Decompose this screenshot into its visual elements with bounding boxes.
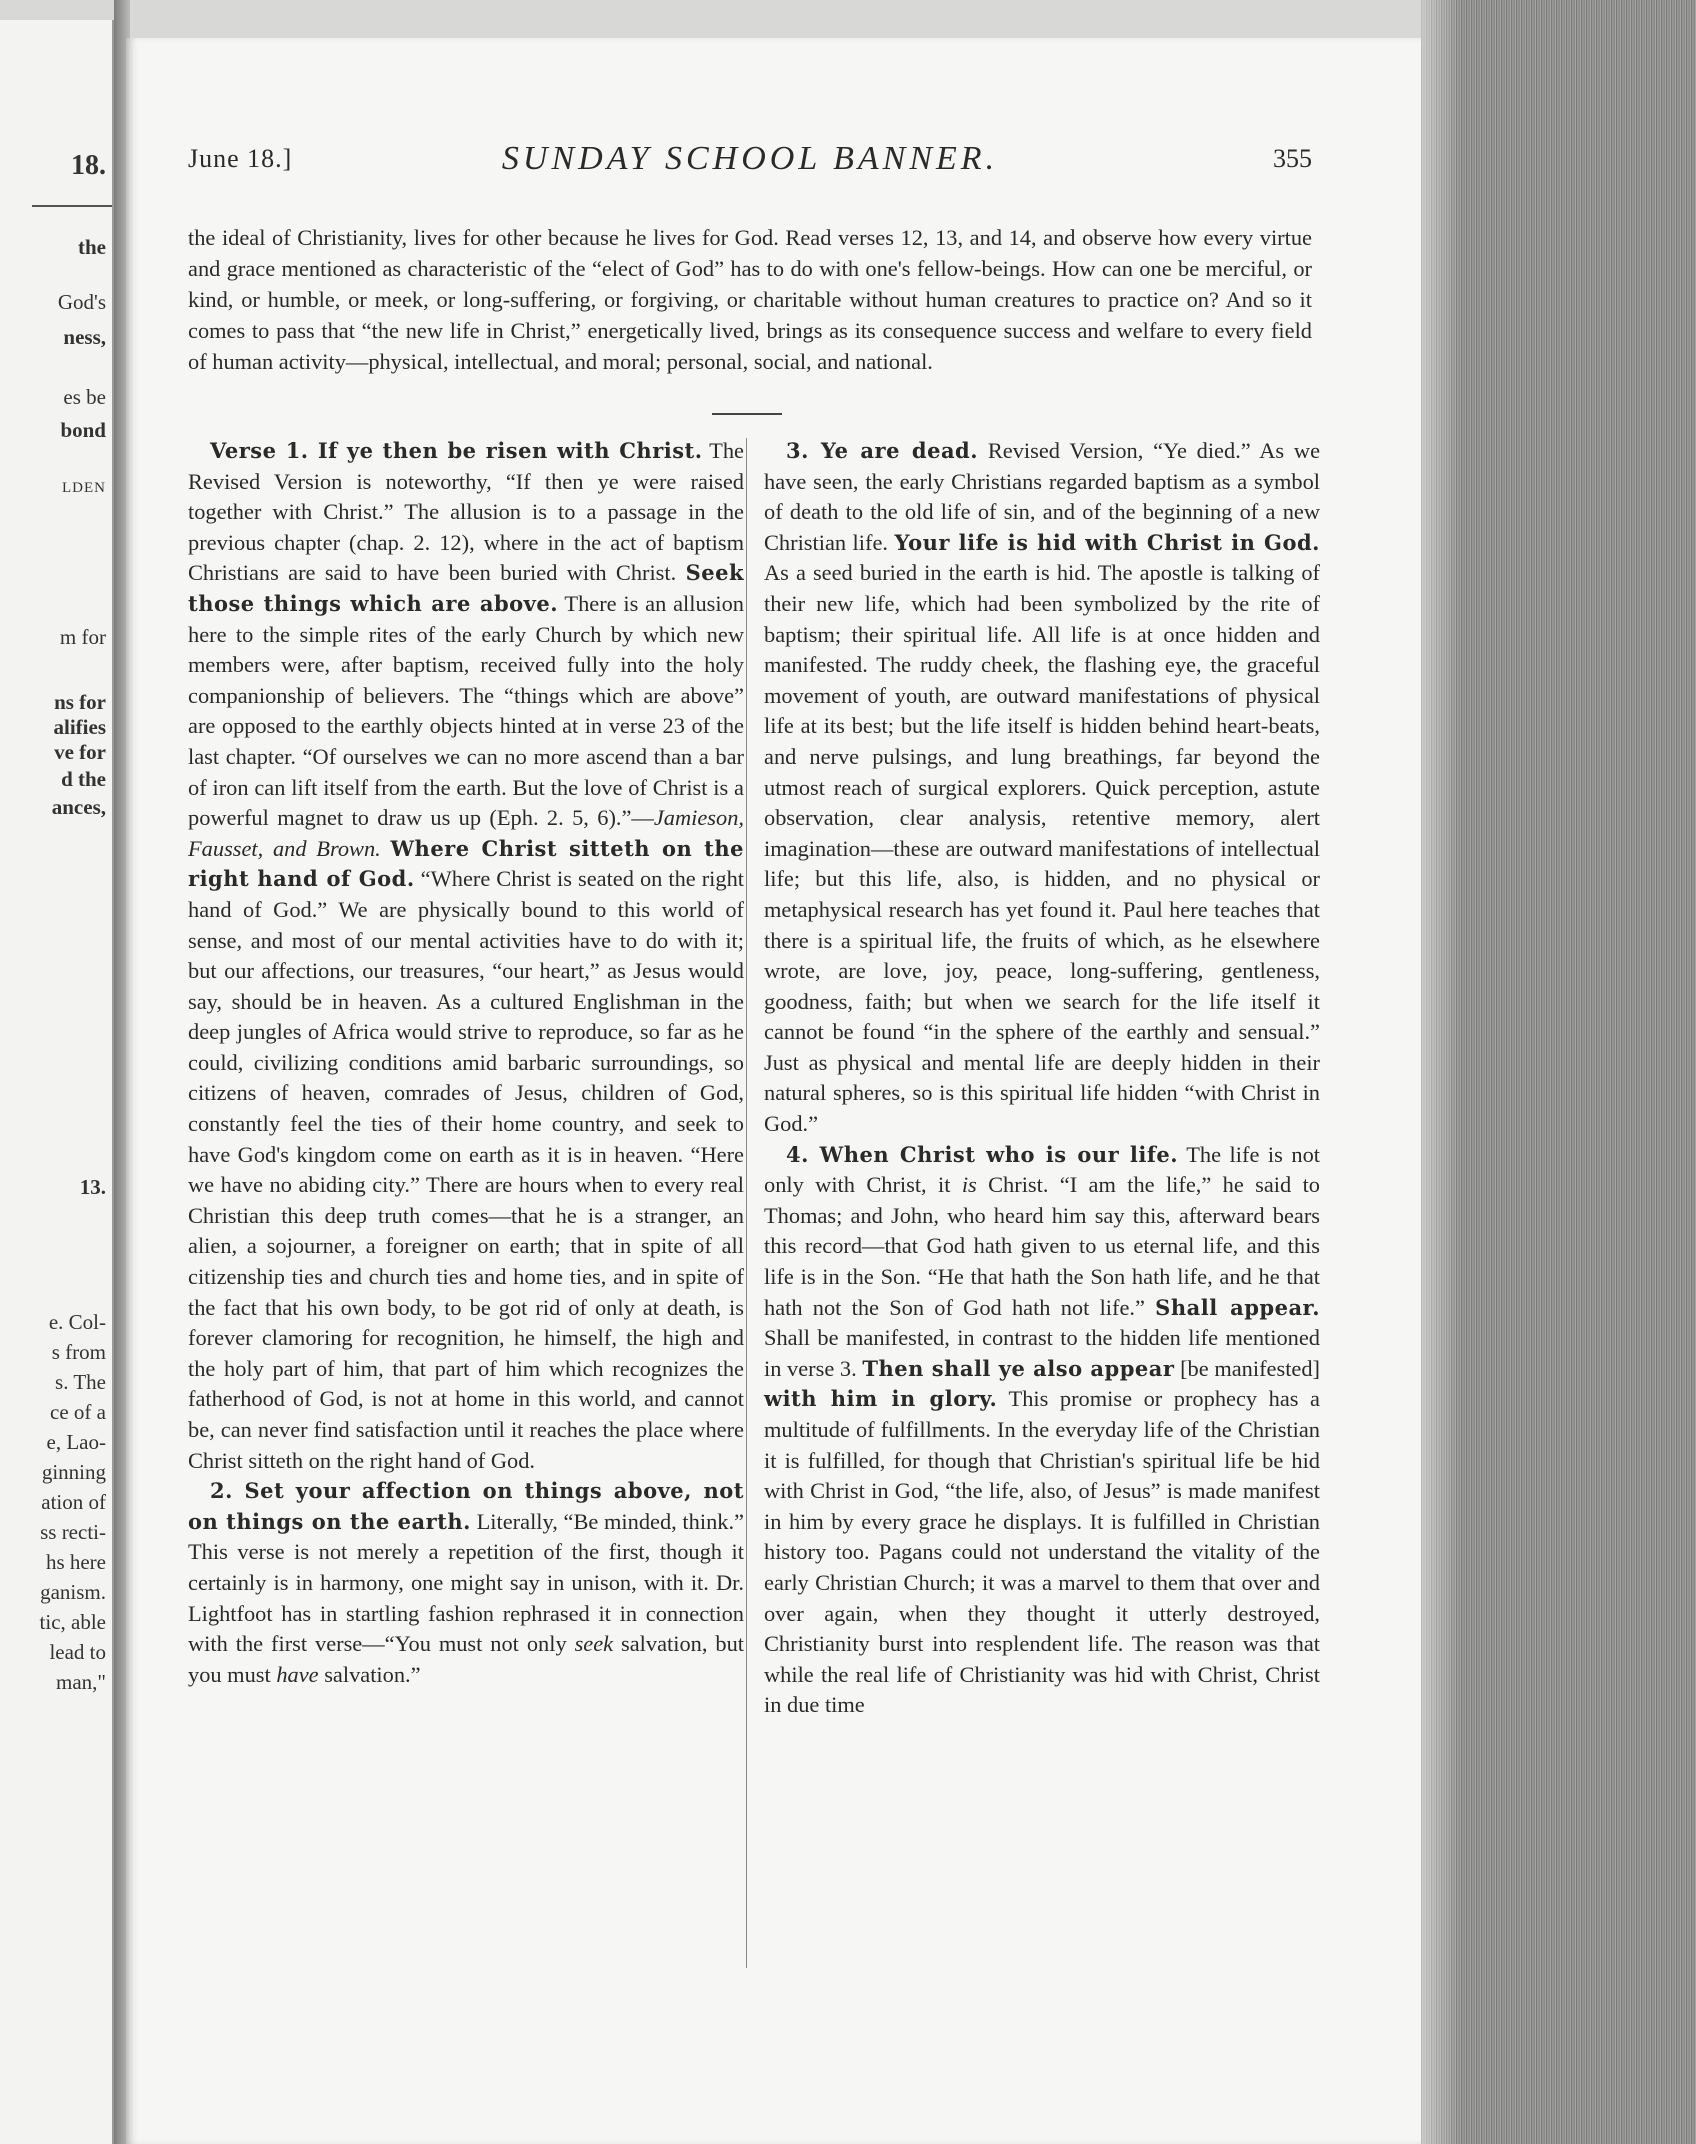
facing-page-text: ation of bbox=[41, 1490, 106, 1514]
facing-page-text: 13. bbox=[79, 1175, 106, 1199]
facing-page-text: e, Lao- bbox=[46, 1430, 106, 1454]
left-column bbox=[188, 436, 744, 1690]
intro-paragraph: the ideal of Christianity, lives for other because he lives for God. Read verses 12, 13, and 14, and observe how every virtue and grace mentioned as characteristic of the “elect of God” has to do with one's fellow-beings. How can one be merciful, or kind, or humble, or meek, or long-suffering, or forgiving, or charitable without human creatures to practice on? And so it comes to pass that “the new life in Christ,” energetically lived, brings as its consequence success and welfare to every field of human activity—physical, intellectual, and moral; personal, social, and national. bbox=[188, 225, 1312, 374]
verse-heading: 3. Ye are dead. bbox=[786, 438, 979, 463]
facing-page-text: d the bbox=[61, 767, 106, 791]
facing-page-text: hs here bbox=[45, 1550, 106, 1574]
column-rule bbox=[746, 438, 747, 1968]
emphasis: have bbox=[276, 1661, 319, 1687]
body-text bbox=[381, 836, 391, 861]
facing-page-text: ness, bbox=[63, 325, 106, 349]
running-date: June 18.] bbox=[188, 144, 293, 173]
facing-page-text: m for bbox=[59, 625, 106, 649]
facing-page-rule bbox=[32, 205, 112, 207]
facing-page-text: lead to bbox=[49, 1640, 106, 1664]
body-text: Shall be manifested, in contrast to the hidden life mentioned in verse 3. bbox=[764, 1325, 1320, 1381]
verse-4-paragraph bbox=[764, 1140, 1320, 1721]
citation: Jamieson, Fausset, and Brown. bbox=[188, 805, 744, 861]
body-text: Revised Version, “Ye died.” As we have seen, the early Christians regarded baptism as a symbol of death to the old life of sin, and of the beginning of a new Christian life. bbox=[764, 438, 1321, 555]
page-number: 355 bbox=[1273, 144, 1312, 173]
body-text: salvation.” bbox=[318, 1661, 421, 1687]
facing-page-text: man," bbox=[56, 1670, 106, 1694]
body-text: This promise or prophecy has a multitude of fulfillments. In the everyday life of the Christian it is fulfilled, for though that Christian's spiritual life be hid with Christ in God, “the life, also, of Jesus” is made manifest in him by every grace he displays. It is fulfilled in Christian history too. Pagans could not understand the vitality of the early Christian Church; it was a marvel to them that over and over again, when they thought it utterly destroyed, Christianity burst into resplendent life. The reason was that while the real life of Christianity was hid with Christ, Christ in due time bbox=[764, 1386, 1320, 1718]
verse-2-paragraph bbox=[188, 1476, 744, 1690]
verse-3-paragraph bbox=[764, 436, 1320, 1140]
body-text: The Revised Version is noteworthy, “If then ye were raised together with Christ.” The allusion is to a passage in the previous chapter (chap. 2. 12), where in the act of baptism Christians are said to have been buried with Christ. bbox=[188, 438, 744, 586]
page-edges-shade bbox=[1421, 0, 1461, 2144]
body-text: Christ. “I am the life,” he said to Thomas; and John, who heard him say this, afterward bears this record—that God hath given to us eternal life, and this life is in the Son. “He that hath the Son hath life, and he that hath not the Son of God hath not life.” bbox=[764, 1172, 1320, 1320]
body-text: salvation, but you must bbox=[188, 1631, 744, 1687]
facing-page-text: s from bbox=[51, 1340, 106, 1364]
verse-1-paragraph bbox=[188, 436, 744, 1476]
body-text: As a seed buried in the earth is hid. The apostle is talking of their new life, which had been symbolized by the rite of baptism; their spiritual life. All life is at once hidden and manifested. The ruddy cheek, the flashing eye, the graceful movement of youth, are outward manifestations of physical life at its best; but the life itself is hidden behind heart-beats, and nerve pulsings, and lung breathings, far beyond the utmost reach of surgical explorers. Quick perception, astute observation, clear analysis, retentive memory, alert imagination—these are outward manifestations of intellectual life; but this life, also, is hidden, and no physical or metaphysical research has yet found it. Paul here teaches that there is a spiritual life, the fruits of which, as he elsewhere wrote, are love, joy, peace, long-suffering, gentleness, goodness, faith; but when we search for the life itself it cannot be found “in the sphere of the earthly and sensual.” Just as physical and mental life are deeply hidden in their natural spheres, so is this spiritual life hidden “with Christ in God.” bbox=[764, 560, 1320, 1137]
phrase-heading: Your life is hid with Christ in God. bbox=[894, 529, 1320, 555]
verse-heading: 2. Set your affection on things above, not on things on the earth. bbox=[188, 1478, 744, 1534]
body-text: [be manifested] bbox=[1174, 1355, 1321, 1381]
body-text: The life is not only with Christ, it bbox=[764, 1141, 1320, 1198]
facing-page-text: ns for bbox=[54, 690, 106, 714]
facing-page-text: ances, bbox=[51, 795, 106, 819]
body-text: “Where Christ is seated on the right hand of God.” We are physically bound to this world of sense, and most of our mental activities have to do with it; but our affections, our treasures, “our heart,” as Jesus would say, should be in heaven. As a cultured Englishman in the deep jungles of Africa would strive to reproduce, so far as he could, civilizing conditions amid barbaric surroundings, so citizens of heaven, comrades of Jesus, children of God, constantly feel the ties of their home country, and seek to have God's kingdom come on earth as it is in heaven. “Here we have no abiding city.” There are hours when to every real Christian this deep truth comes—that he is a stranger, an alien, a sojourner, a foreigner on earth; that in spite of all citizenship ties and church ties and home ties, and in spite of the fact that his own body, to be got rid of only at death, is forever clamoring for recognition, he himself, the high and the holy part of him, that part of him which recognizes the fatherhood of God, is not at home in this world, and cannot be, can never find satisfaction until it reaches the place where Christ sitteth on the right hand of God. bbox=[188, 866, 744, 1473]
facing-page-text: tic, able bbox=[39, 1610, 106, 1634]
verse-heading: 4. When Christ who is our life. bbox=[786, 1141, 1179, 1167]
body-text: There is an allusion here to the simple rites of the early Church by which new members were, after baptism, received fully into the holy companionship of believers. The “things which are above” are opposed to the earthly objects hinted at in verse 23 of the last chapter. “Of ourselves we can no more ascend than a bar of iron can lift itself from the earth. But the love of Christ is a powerful magnet to draw us up (Eph. 2. 5, 6).”— bbox=[188, 590, 744, 831]
facing-page-text: ce of a bbox=[50, 1400, 106, 1424]
facing-page-text: ss recti- bbox=[40, 1520, 106, 1544]
facing-page-text: alifies bbox=[53, 715, 106, 739]
facing-page-text: God's bbox=[57, 290, 106, 314]
facing-page-fragment bbox=[0, 20, 114, 2144]
phrase-heading: Seek those things which are above. bbox=[188, 560, 744, 616]
facing-page-text: ve for bbox=[54, 740, 106, 764]
facing-page-text: ganism. bbox=[40, 1580, 106, 1604]
verse-heading: Verse 1. If ye then be risen with Christ. bbox=[210, 438, 703, 463]
phrase-heading: with him in glory. bbox=[764, 1386, 998, 1412]
facing-page-text: the bbox=[78, 235, 106, 259]
facing-page-text: e. Col- bbox=[48, 1310, 106, 1334]
running-title: SUNDAY SCHOOL BANNER. bbox=[501, 140, 999, 177]
running-head bbox=[188, 140, 1312, 180]
phrase-heading: Where Christ sitteth on the right hand of God. bbox=[188, 835, 744, 892]
phrase-heading: Then shall ye also appear bbox=[862, 1355, 1175, 1381]
phrase-heading: Shall appear. bbox=[1155, 1294, 1320, 1320]
facing-page-text: bond bbox=[60, 418, 106, 442]
section-rule bbox=[712, 413, 782, 415]
facing-page-text: 18. bbox=[71, 150, 106, 181]
right-column bbox=[764, 436, 1320, 1721]
page-edges bbox=[1421, 0, 1696, 2144]
facing-page-text: s. The bbox=[55, 1370, 106, 1394]
facing-page-text: ginning bbox=[41, 1460, 106, 1484]
body-text: Literally, “Be minded, think.” This verse is not merely a repetition of the first, though it certainly is in harmony, one might say in unison, with it. Dr. Lightfoot has in startling fashion rephrased it in connection with the first verse—“You must not only bbox=[188, 1508, 744, 1657]
facing-page-text: es be bbox=[63, 385, 106, 409]
facing-page-text: LDEN bbox=[62, 480, 106, 496]
emphasis: seek bbox=[574, 1631, 614, 1657]
emphasis: is bbox=[961, 1172, 977, 1198]
